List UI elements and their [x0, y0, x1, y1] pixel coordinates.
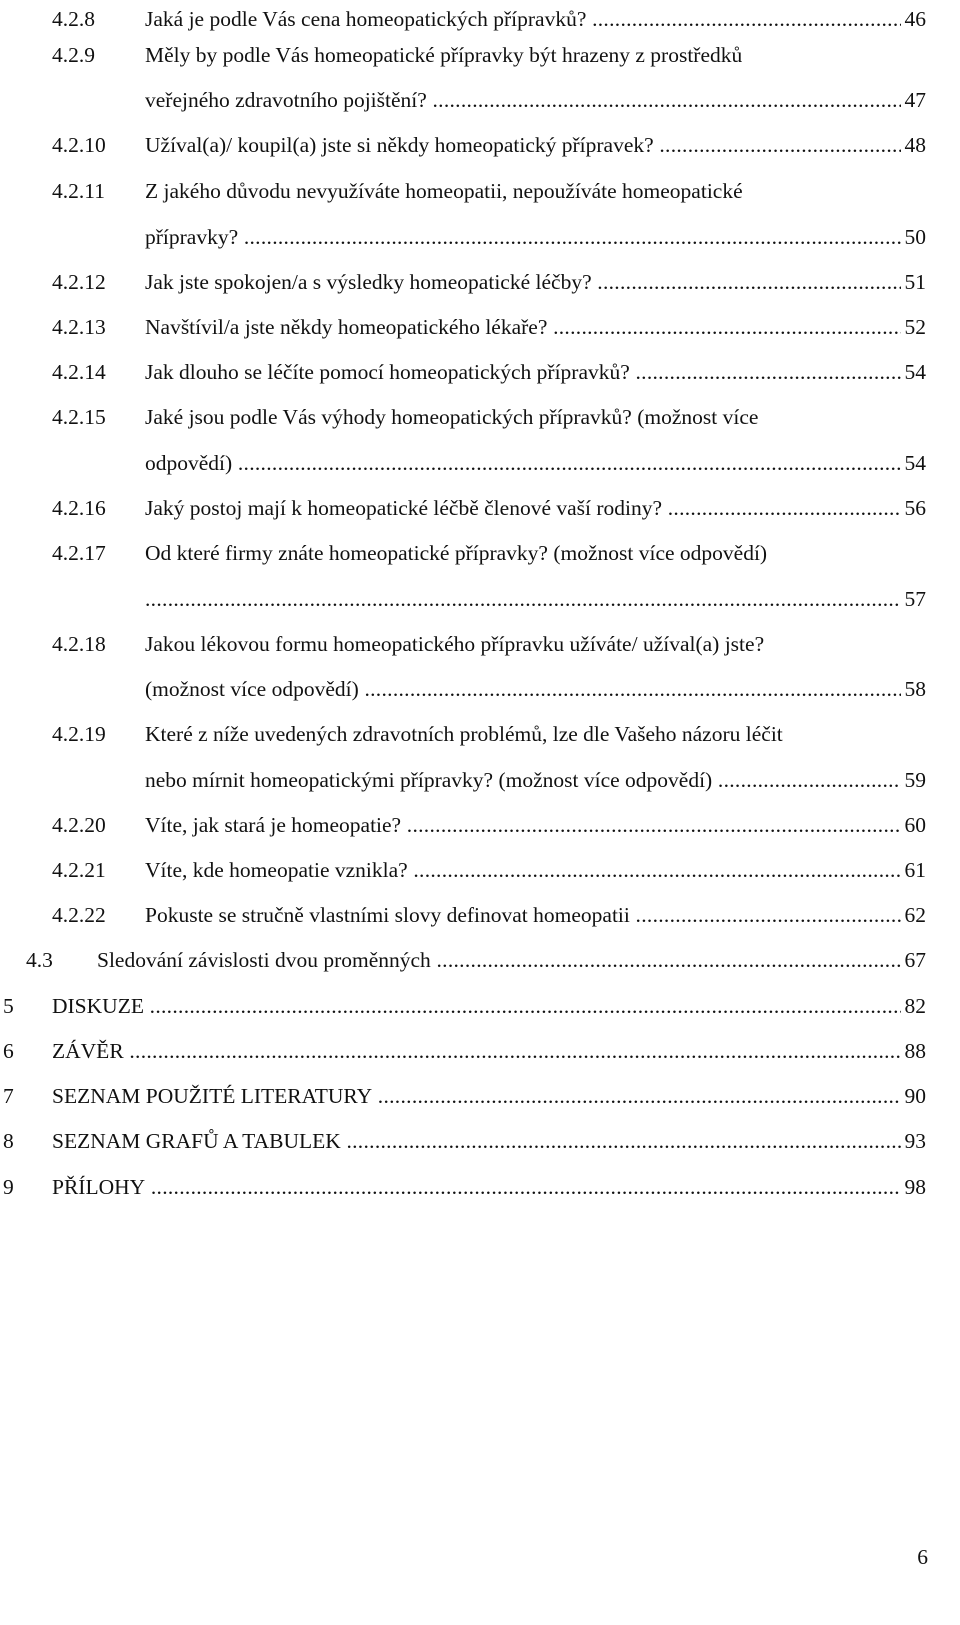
- toc-entry-page: 61: [901, 853, 927, 887]
- toc-entry-number: 4.2.8: [52, 7, 95, 31]
- toc-entry-number: 4.3: [26, 948, 53, 972]
- toc-entry-page: 88: [901, 1034, 927, 1068]
- toc-entry-page: 54: [901, 446, 927, 480]
- toc-entry-page: 52: [901, 310, 927, 344]
- toc-entry-title: Pokuste se stručně vlastními slovy definovat homeopatii .....: [145, 898, 926, 932]
- toc-entry-title: Jak dlouho se léčíte pomocí homeopatických přípravků? .....: [145, 355, 926, 389]
- toc-entry-page: 46: [901, 2, 927, 36]
- toc-entry-number: 4.2.18: [52, 632, 106, 656]
- toc-entry-title-continued: veřejného zdravotního pojištění? .....: [145, 83, 926, 117]
- toc-entry-title-continued: přípravky? .....: [145, 220, 926, 254]
- toc-entry-page: 58: [901, 672, 927, 706]
- toc-entry-number: 4.2.11: [52, 179, 105, 203]
- toc-entry-title: Jaká je podle Vás cena homeopatických přípravků? .....: [145, 2, 926, 36]
- toc-entry-number: 4.2.14: [52, 360, 106, 384]
- toc-entry-page: 51: [901, 265, 927, 299]
- toc-entry-number: 4.2.19: [52, 722, 106, 746]
- toc-entry-page: 98: [901, 1170, 927, 1204]
- toc-entry-title: Jaký postoj mají k homeopatické léčbě členové vaší rodiny? .....: [145, 491, 926, 525]
- toc-entry-page: 93: [901, 1124, 927, 1158]
- toc-entry-page: 57: [901, 582, 927, 616]
- toc-entry-page: 59: [901, 763, 927, 797]
- toc-entry-number: 4.2.20: [52, 813, 106, 837]
- toc-entry-page: 67: [901, 943, 927, 977]
- toc-entry-page: 48: [901, 128, 927, 162]
- toc-entry-page: 60: [901, 808, 927, 842]
- toc-entry-number: 5: [3, 994, 14, 1018]
- page-number: 6: [917, 1545, 928, 1569]
- toc-entry-title: Navštívil/a jste někdy homeopatického lékaře? .....: [145, 310, 926, 344]
- toc-entry-title: Které z níže uvedených zdravotních problémů, lze dle Vašeho názoru léčit: [145, 722, 783, 746]
- toc-entry-title: Jak jste spokojen/a s výsledky homeopatické léčby? .....: [145, 265, 926, 299]
- toc-entry-page: 62: [901, 898, 927, 932]
- toc-entry-number: 6: [3, 1039, 14, 1063]
- toc-entry-title: Sledování závislosti dvou proměnných .....: [97, 943, 926, 977]
- toc-entry-title: Z jakého důvodu nevyužíváte homeopatii, nepoužíváte homeopatické: [145, 179, 743, 203]
- toc-entry-number: 8: [3, 1129, 14, 1153]
- toc-entry-number: 4.2.17: [52, 541, 106, 565]
- toc-entry-number: 4.2.10: [52, 133, 106, 157]
- toc-entry-number: 4.2.13: [52, 315, 106, 339]
- toc-entry-title: Měly by podle Vás homeopatické přípravky být hrazeny z prostředků: [145, 43, 743, 67]
- toc-entry-title: Jaké jsou podle Vás výhody homeopatických přípravků? (možnost více: [145, 405, 759, 429]
- toc-entry-page: 47: [901, 83, 927, 117]
- toc-entry-number: 4.2.22: [52, 903, 106, 927]
- toc-entry-title: Víte, jak stará je homeopatie? .....: [145, 808, 926, 842]
- toc-entry-title: Užíval(a)/ koupil(a) jste si někdy homeopatický přípravek? .....: [145, 128, 926, 162]
- toc-entry-title: Od které firmy znáte homeopatické přípravky? (možnost více odpovědí): [145, 541, 768, 565]
- toc-entry-title-continued: [145, 582, 926, 616]
- toc-entry-number: 4.2.9: [52, 43, 95, 67]
- toc-entry-page: 56: [901, 491, 927, 525]
- toc-entry-title: Víte, kde homeopatie vznikla? .....: [145, 853, 926, 887]
- toc-entry-title: ZÁVĚR .....: [52, 1034, 926, 1068]
- toc-entry-number: 4.2.15: [52, 405, 106, 429]
- toc-entry-title: SEZNAM POUŽITÉ LITERATURY .....: [52, 1079, 926, 1113]
- toc-entry-title: SEZNAM GRAFŮ A TABULEK .....: [52, 1124, 926, 1158]
- toc-entry-page: 90: [901, 1079, 927, 1113]
- toc-entry-page: 82: [901, 989, 927, 1023]
- toc-entry-number: 4.2.12: [52, 270, 106, 294]
- toc-entry-title: DISKUZE .....: [52, 989, 926, 1023]
- toc-entry-title-continued: (možnost více odpovědí) .....: [145, 672, 926, 706]
- toc-entry-page: 54: [901, 355, 927, 389]
- toc-entry-title: Jakou lékovou formu homeopatického přípravku užíváte/ užíval(a) jste?: [145, 632, 765, 656]
- toc-entry-title: PŘÍLOHY .....: [52, 1170, 926, 1204]
- toc-entry-title-continued: nebo mírnit homeopatickými přípravky? (možnost více odpovědí) .....: [145, 763, 926, 797]
- toc-entry-number: 4.2.16: [52, 496, 106, 520]
- toc-entry-number: 9: [3, 1175, 14, 1199]
- toc-entry-number: 4.2.21: [52, 858, 106, 882]
- toc-entry-title-continued: odpovědí) .....: [145, 446, 926, 480]
- toc-entry-page: 50: [901, 220, 927, 254]
- toc-entry-number: 7: [3, 1084, 14, 1108]
